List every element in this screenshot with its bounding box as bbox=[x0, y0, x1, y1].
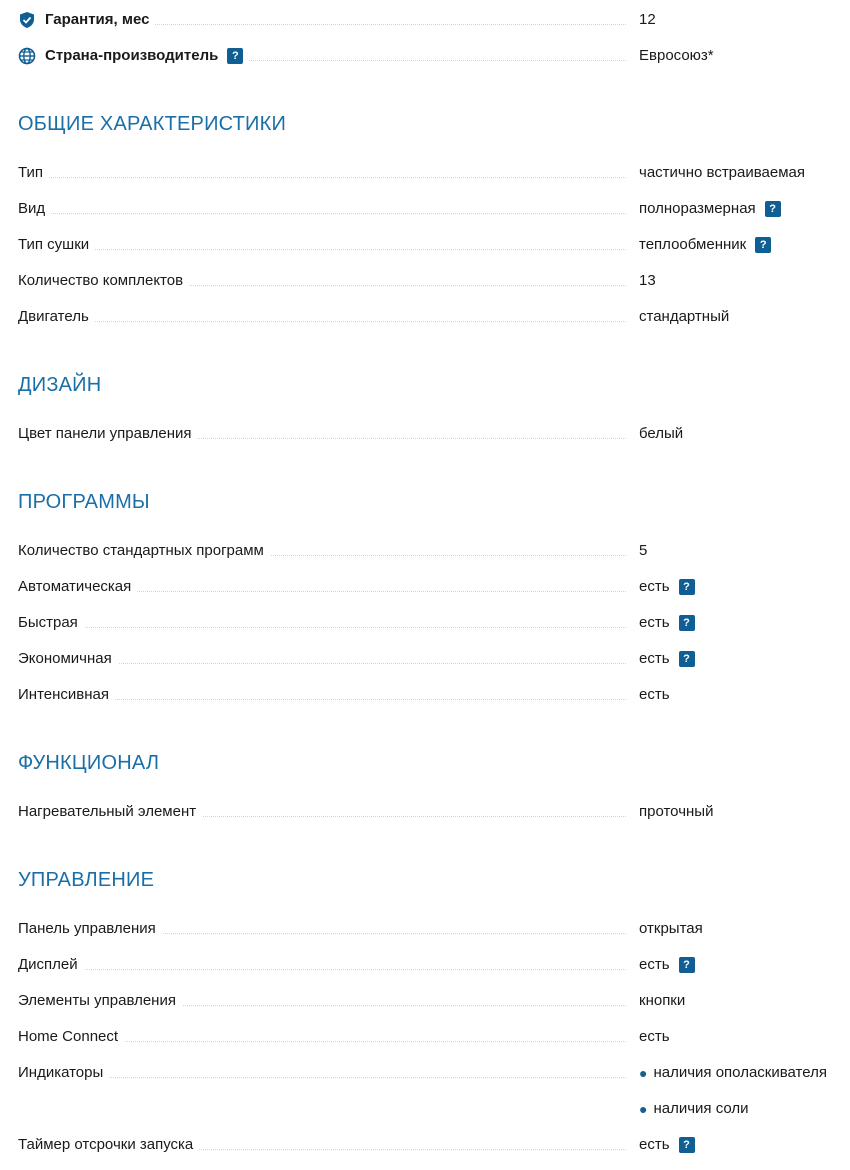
dotted-leader bbox=[18, 321, 626, 322]
spec-value bbox=[639, 576, 695, 598]
spec-row-sets bbox=[18, 270, 836, 292]
indicator-item: наличия соли bbox=[653, 1100, 749, 1117]
help-icon[interactable]: ? bbox=[227, 48, 243, 64]
spec-row-panel-color bbox=[18, 423, 836, 445]
spec-value bbox=[639, 234, 771, 256]
spec-value: проточный bbox=[639, 803, 714, 820]
spec-row-kind bbox=[18, 198, 836, 220]
section-title-functional: ФУНКЦИОНАЛ bbox=[18, 752, 160, 774]
spec-row-indicators-cont bbox=[18, 1098, 836, 1120]
spec-value-text: есть bbox=[639, 614, 670, 631]
help-icon[interactable]: ? bbox=[679, 957, 695, 973]
spec-value-text: есть bbox=[639, 578, 670, 595]
spec-row-warranty bbox=[18, 9, 836, 31]
spec-label: Панель управления bbox=[18, 918, 162, 940]
spec-row-quick bbox=[18, 612, 836, 634]
spec-row-eco bbox=[18, 648, 836, 670]
section-title-programs: ПРОГРАММЫ bbox=[18, 491, 150, 513]
shield-check-icon bbox=[18, 11, 36, 29]
help-icon[interactable]: ? bbox=[765, 201, 781, 217]
spec-label: Home Connect bbox=[18, 1026, 124, 1048]
dotted-leader bbox=[18, 249, 626, 250]
dotted-leader bbox=[18, 213, 626, 214]
spec-value bbox=[639, 954, 695, 976]
spec-value-text: полноразмерная bbox=[639, 200, 756, 217]
spec-row-timer bbox=[18, 1134, 836, 1156]
spec-row-intensive bbox=[18, 684, 836, 706]
spec-value bbox=[639, 648, 695, 670]
spec-row-controls bbox=[18, 990, 836, 1012]
spec-label: Интенсивная bbox=[18, 684, 115, 706]
spec-row-country bbox=[18, 45, 836, 67]
dotted-leader bbox=[18, 627, 626, 628]
indicator-item: наличия ополаскивателя bbox=[653, 1064, 827, 1081]
spec-value: белый bbox=[639, 425, 684, 442]
spec-row-display bbox=[18, 954, 836, 976]
spec-row-control-panel bbox=[18, 918, 836, 940]
spec-value: частично встраиваемая bbox=[639, 164, 806, 181]
section-title-design: ДИЗАЙН bbox=[18, 374, 102, 396]
spec-value bbox=[639, 612, 695, 634]
spec-row-heater bbox=[18, 801, 836, 823]
spec-value bbox=[639, 1134, 695, 1156]
bullet-dot-icon: ● bbox=[639, 1101, 648, 1117]
help-icon[interactable]: ? bbox=[679, 615, 695, 631]
section-title-general: ОБЩИЕ ХАРАКТЕРИСТИКИ bbox=[18, 113, 287, 135]
spec-label: Автоматическая bbox=[18, 576, 137, 598]
spec-row-program-count bbox=[18, 540, 836, 562]
dotted-leader bbox=[18, 177, 626, 178]
spec-value-text: есть bbox=[639, 650, 670, 667]
spec-value: есть bbox=[639, 686, 670, 703]
spec-label: Страна-производитель ? bbox=[18, 45, 249, 67]
spec-row-auto bbox=[18, 576, 836, 598]
spec-label: Цвет панели управления bbox=[18, 423, 197, 445]
bullet-dot-icon: ● bbox=[639, 1065, 648, 1081]
spec-value bbox=[639, 1098, 749, 1120]
spec-label: Дисплей bbox=[18, 954, 84, 976]
spec-value: 5 bbox=[639, 542, 648, 559]
help-icon[interactable]: ? bbox=[679, 579, 695, 595]
spec-value: кнопки bbox=[639, 992, 686, 1009]
spec-value: 13 bbox=[639, 272, 656, 289]
dotted-leader bbox=[18, 969, 626, 970]
spec-row-motor bbox=[18, 306, 836, 328]
help-icon[interactable]: ? bbox=[679, 651, 695, 667]
spec-row-indicators bbox=[18, 1062, 836, 1084]
spec-value bbox=[639, 1062, 827, 1084]
help-icon[interactable]: ? bbox=[679, 1137, 695, 1153]
spec-label: Количество стандартных программ bbox=[18, 540, 270, 562]
spec-label: Вид bbox=[18, 198, 51, 220]
spec-value: есть bbox=[639, 1028, 670, 1045]
spec-row-home-connect bbox=[18, 1026, 836, 1048]
spec-label: Гарантия, мес bbox=[18, 9, 155, 31]
spec-value-text: есть bbox=[639, 1136, 670, 1153]
spec-label: Количество комплектов bbox=[18, 270, 189, 292]
spec-value-text: теплообменник bbox=[639, 236, 747, 253]
spec-value: 12 bbox=[639, 11, 656, 28]
spec-value: Евросоюз* bbox=[639, 47, 714, 64]
spec-label: Быстрая bbox=[18, 612, 84, 634]
spec-label: Тип bbox=[18, 162, 49, 184]
help-icon[interactable]: ? bbox=[755, 237, 771, 253]
section-title-control: УПРАВЛЕНИЕ bbox=[18, 869, 155, 891]
spec-label: Таймер отсрочки запуска bbox=[18, 1134, 199, 1156]
spec-label: Элементы управления bbox=[18, 990, 182, 1012]
spec-label: Тип сушки bbox=[18, 234, 95, 256]
spec-row-type bbox=[18, 162, 836, 184]
spec-label: Нагревательный элемент bbox=[18, 801, 202, 823]
spec-label: Экономичная bbox=[18, 648, 118, 670]
spec-row-drying bbox=[18, 234, 836, 256]
spec-value: открытая bbox=[639, 920, 703, 937]
spec-value bbox=[639, 198, 781, 220]
spec-value-text: есть bbox=[639, 956, 670, 973]
spec-label: Двигатель bbox=[18, 306, 95, 328]
spec-label: Индикаторы bbox=[18, 1062, 109, 1084]
spec-value: стандартный bbox=[639, 308, 730, 325]
globe-icon bbox=[18, 47, 36, 65]
